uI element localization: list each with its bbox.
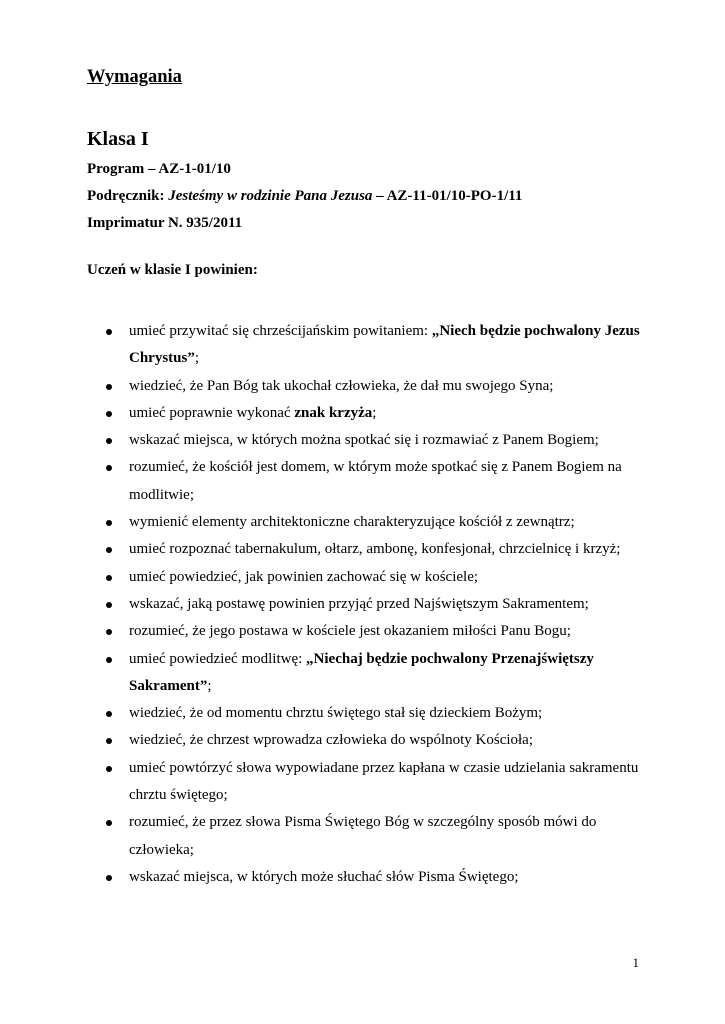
requirements-list	[0, 318, 725, 891]
textbook-line	[87, 188, 522, 205]
list-item: wiedzieć, że Pan Bóg tak ukochał człowieka, że dał mu swojego Syna;	[0, 373, 725, 400]
list-item: rozumieć, że kościół jest domem, w którym może spotkać się z Panem Bogiem na modlitwie;	[0, 454, 725, 509]
list-item: umieć rozpoznać tabernakulum, ołtarz, ambonę, konfesjonał, chrzcielnicę i krzyż;	[0, 536, 725, 563]
list-item: rozumieć, że przez słowa Pisma Świętego Bóg w szczególny sposób mówi do człowieka;	[0, 809, 725, 864]
bullet-icon	[106, 384, 112, 390]
list-item: umieć przywitać się chrześcijańskim powitaniem: „Niech będzie pochwalony Jezus Chrystus”;	[0, 318, 725, 373]
bullet-icon	[106, 738, 112, 744]
bullet-icon	[106, 875, 112, 881]
list-item: wskazać miejsca, w których może słuchać słów Pisma Świętego;	[0, 864, 725, 891]
bullet-icon	[106, 520, 112, 526]
bullet-icon	[106, 575, 112, 581]
list-item: umieć powtórzyć słowa wypowiadane przez kapłana w czasie udzielania sakramentu chrztu świętego;	[0, 755, 725, 810]
list-item: rozumieć, że jego postawa w kościele jest okazaniem miłości Panu Bogu;	[0, 618, 725, 645]
bullet-icon	[106, 602, 112, 608]
program-line: Program – AZ-1-01/10	[87, 161, 231, 177]
class-heading: Klasa I	[87, 128, 149, 150]
list-item: umieć powiedzieć modlitwę: „Niechaj będzie pochwalony Przenajświętszy Sakrament”;	[0, 646, 725, 701]
bullet-icon	[106, 657, 112, 663]
bullet-icon	[106, 465, 112, 471]
textbook-code: – AZ-11-01/10-PO-1/11	[372, 188, 523, 204]
bullet-icon	[106, 438, 112, 444]
bullet-icon	[106, 766, 112, 772]
list-item: umieć powiedzieć, jak powinien zachować się w kościele;	[0, 564, 725, 591]
bullet-icon	[106, 411, 112, 417]
bullet-icon	[106, 820, 112, 826]
textbook-title: Jesteśmy w rodzinie Pana Jezusa	[168, 188, 373, 204]
list-item: wiedzieć, że od momentu chrztu świętego stał się dzieckiem Bożym;	[0, 700, 725, 727]
document-title: Wymagania	[87, 67, 182, 87]
page-number: 1	[632, 955, 639, 970]
bullet-icon	[106, 329, 112, 335]
list-item: wskazać, jaką postawę powinien przyjąć przed Najświętszym Sakramentem;	[0, 591, 725, 618]
imprimatur-line: Imprimatur N. 935/2011	[87, 215, 243, 231]
bullet-icon	[106, 629, 112, 635]
bullet-icon	[106, 547, 112, 553]
bullet-icon	[106, 711, 112, 717]
textbook-label: Podręcznik:	[87, 188, 169, 204]
list-item: wiedzieć, że chrzest wprowadza człowieka do wspólnoty Kościoła;	[0, 727, 725, 754]
list-item: wymienić elementy architektoniczne charakteryzujące kościół z zewnątrz;	[0, 509, 725, 536]
intro-line: Uczeń w klasie I powinien:	[87, 262, 258, 278]
list-item: umieć poprawnie wykonać znak krzyża;	[0, 400, 725, 427]
list-item: wskazać miejsca, w których można spotkać się i rozmawiać z Panem Bogiem;	[0, 427, 725, 454]
